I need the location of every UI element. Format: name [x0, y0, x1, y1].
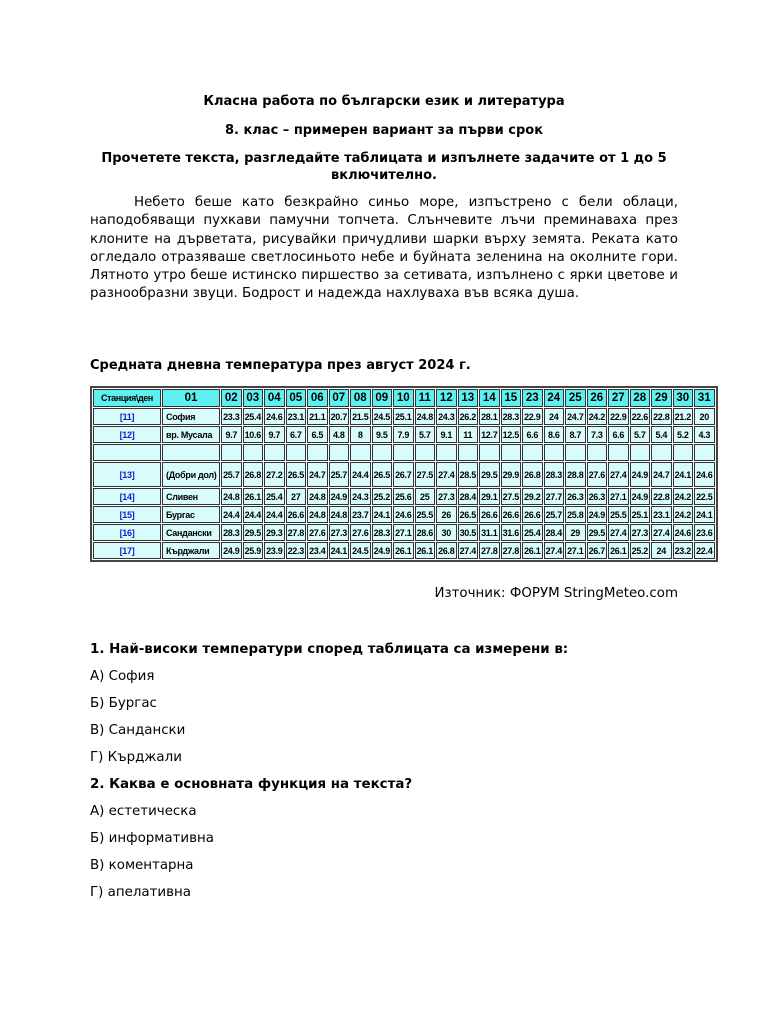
temperature-cell: 25.7 [544, 506, 565, 523]
empty-cell [673, 444, 694, 461]
temperature-cell: 6.5 [307, 426, 328, 443]
temperature-cell: 23.1 [286, 408, 307, 425]
day-header: 09 [372, 389, 393, 407]
temperature-cell: 27.6 [350, 524, 371, 541]
temperature-cell: 24.3 [350, 488, 371, 505]
answer-option[interactable]: Г) Кърджали [90, 750, 182, 765]
temperature-cell: 4.8 [329, 426, 350, 443]
temperature-cell: 25.4 [243, 408, 264, 425]
temperature-cell: 29.5 [243, 524, 264, 541]
temperature-cell: 24.8 [329, 506, 350, 523]
temperature-cell: 26.6 [522, 506, 543, 523]
temperature-cell: 22.5 [694, 488, 715, 505]
empty-cell [565, 444, 586, 461]
temperature-cell: 27.4 [608, 524, 629, 541]
temperature-cell: 26.6 [286, 506, 307, 523]
temperature-cell: 27.7 [544, 488, 565, 505]
temperature-cell: 25.1 [630, 506, 651, 523]
empty-cell [501, 444, 522, 461]
question-number: 1. [90, 642, 105, 657]
temperature-cell: 27.2 [264, 462, 285, 487]
temperature-cell: 20 [694, 408, 715, 425]
question-text [90, 642, 568, 657]
empty-cell [587, 444, 608, 461]
temperature-cell: 26.8 [243, 462, 264, 487]
empty-cell [458, 444, 479, 461]
day-header: 31 [694, 389, 715, 407]
day-header: 25 [565, 389, 586, 407]
temperature-cell: 8 [350, 426, 371, 443]
temperature-cell: 12.5 [501, 426, 522, 443]
empty-cell [162, 444, 220, 461]
answer-option[interactable]: В) Сандански [90, 723, 186, 738]
temperature-cell: 26.3 [587, 488, 608, 505]
temperature-cell: 26.5 [372, 462, 393, 487]
temperature-cell: 27.3 [329, 524, 350, 541]
temperature-cell: 26.6 [501, 506, 522, 523]
temperature-cell: 26 [436, 506, 457, 523]
worksheet-title: Класна работа по български език и литература [203, 94, 565, 109]
temperature-cell: 24 [651, 542, 672, 559]
empty-cell [286, 444, 307, 461]
day-header: 03 [243, 389, 264, 407]
day-header: 23 [522, 389, 543, 407]
temperature-cell: 21.2 [673, 408, 694, 425]
day-header: 04 [264, 389, 285, 407]
temperature-cell: 22.6 [630, 408, 651, 425]
temperature-cell: 27.1 [393, 524, 414, 541]
temperature-cell: 9.1 [436, 426, 457, 443]
temperature-cell: 5.4 [651, 426, 672, 443]
temperature-cell: 28.3 [372, 524, 393, 541]
temperature-cell: 26.5 [286, 462, 307, 487]
temperature-cell: 26.3 [565, 488, 586, 505]
empty-cell [630, 444, 651, 461]
temperature-cell: 25.9 [243, 542, 264, 559]
temperature-cell: 24.6 [264, 408, 285, 425]
day-header: 08 [350, 389, 371, 407]
table-header-row [93, 389, 715, 407]
temperature-cell: 11 [458, 426, 479, 443]
temperature-cell: 25.7 [221, 462, 242, 487]
temperature-cell: 8.7 [565, 426, 586, 443]
temperature-cell: 25.4 [264, 488, 285, 505]
temperature-cell: 24.2 [673, 506, 694, 523]
table-blank-row [93, 444, 715, 461]
day-header: 13 [458, 389, 479, 407]
temperature-cell: 25.4 [522, 524, 543, 541]
temperature-cell: 24.2 [587, 408, 608, 425]
day-header: 28 [630, 389, 651, 407]
day-header: 15 [501, 389, 522, 407]
day-header: 10 [393, 389, 414, 407]
temperature-cell: 27.6 [587, 462, 608, 487]
temperature-cell: 27.5 [415, 462, 436, 487]
answer-option[interactable]: Г) апелативна [90, 885, 191, 900]
day-header: 26 [587, 389, 608, 407]
temperature-cell: 25.1 [393, 408, 414, 425]
worksheet-instruction: Прочетете текста, разгледайте таблицата и изпълнете задачите от 1 до 5 включително. [101, 151, 667, 183]
temperature-cell: 24.1 [673, 462, 694, 487]
temperature-cell: 27.4 [544, 542, 565, 559]
empty-cell [307, 444, 328, 461]
temperature-cell: 23.9 [264, 542, 285, 559]
temperature-cell: 24.9 [329, 488, 350, 505]
temperature-cell: 25 [415, 488, 436, 505]
temperature-cell: 20.7 [329, 408, 350, 425]
temperature-cell: 24.7 [651, 462, 672, 487]
temperature-cell: 27.1 [565, 542, 586, 559]
temperature-cell: 27.4 [436, 462, 457, 487]
temperature-cell: 24.9 [630, 462, 651, 487]
temperature-cell: 26.7 [587, 542, 608, 559]
empty-cell [93, 444, 161, 461]
day-header: 11 [415, 389, 436, 407]
temperature-cell: 12.7 [479, 426, 500, 443]
temperature-cell: 26.1 [393, 542, 414, 559]
station-name: Кърджали [162, 542, 220, 559]
day-header: 12 [436, 389, 457, 407]
temperature-cell: 9.7 [221, 426, 242, 443]
day-header: 29 [651, 389, 672, 407]
station-name: (Добри дол) [162, 462, 220, 487]
temperature-cell: 24.3 [436, 408, 457, 425]
temperature-cell: 5.2 [673, 426, 694, 443]
temperature-cell: 24.2 [673, 488, 694, 505]
temperature-cell: 24.7 [565, 408, 586, 425]
temperature-cell: 26.2 [458, 408, 479, 425]
station-day-header: Станция\ден [93, 389, 161, 407]
answer-option[interactable]: А) София [90, 669, 155, 684]
temperature-cell: 24.1 [372, 506, 393, 523]
temperature-cell: 27.3 [630, 524, 651, 541]
temperature-cell: 24.4 [221, 506, 242, 523]
temperature-cell: 27.3 [436, 488, 457, 505]
temperature-cell: 31.1 [479, 524, 500, 541]
empty-cell [651, 444, 672, 461]
temperature-cell: 26.7 [393, 462, 414, 487]
answer-option[interactable]: В) коментарна [90, 858, 194, 873]
temperature-cell: 27.8 [479, 542, 500, 559]
station-id-link[interactable]: [13] [93, 462, 161, 487]
temperature-cell: 28.4 [458, 488, 479, 505]
temperature-cell: 27.4 [608, 462, 629, 487]
empty-cell [243, 444, 264, 461]
temperature-cell: 24.5 [372, 408, 393, 425]
temperature-cell: 29 [565, 524, 586, 541]
temperature-cell: 23.4 [307, 542, 328, 559]
station-name: Сливен [162, 488, 220, 505]
temperature-cell: 6.6 [522, 426, 543, 443]
station-id-link[interactable]: [12] [93, 426, 161, 443]
temperature-cell: 27.4 [458, 542, 479, 559]
station-name: вр. Мусала [162, 426, 220, 443]
temperature-cell: 24.8 [307, 488, 328, 505]
table-row [93, 408, 715, 425]
temperature-cell: 29.9 [501, 462, 522, 487]
temperature-cell: 24.9 [630, 488, 651, 505]
temperature-cell: 30.5 [458, 524, 479, 541]
temperature-cell: 26.8 [436, 542, 457, 559]
reading-passage: Небето беше като безкрайно синьо море, изпъстрено с бели облаци, наподобяващи пухкави памучни топчета. Слънчевите лъчи преминаваха през клоните на дърветата, рисувайки причудливи шарки върху земята. Реката като огледало отразяваше светлосиньото небе и буйната зеленина на околните гори. Лятното утро беше истинско пиршество за сетивата, изпълнено с ярки цветове и разнообразни звуци. Бодрост и надежда нахлуваха във всяка душа. [90, 195, 678, 302]
temperature-cell: 23.3 [221, 408, 242, 425]
temperature-cell: 24.6 [673, 524, 694, 541]
empty-cell [479, 444, 500, 461]
temperature-cell: 24.1 [694, 506, 715, 523]
temperature-cell: 28.3 [501, 408, 522, 425]
empty-cell [608, 444, 629, 461]
temperature-cell: 23.2 [673, 542, 694, 559]
temperature-cell: 21.1 [307, 408, 328, 425]
temperature-cell: 29.5 [587, 524, 608, 541]
temperature-cell: 24.9 [587, 506, 608, 523]
day-header: 06 [307, 389, 328, 407]
station-name: София [162, 408, 220, 425]
empty-cell [221, 444, 242, 461]
temperature-cell: 26.5 [458, 506, 479, 523]
temperature-cell: 9.5 [372, 426, 393, 443]
temperature-cell: 27.8 [286, 524, 307, 541]
empty-cell [350, 444, 371, 461]
temperature-cell: 24 [544, 408, 565, 425]
temperature-cell: 29.5 [479, 462, 500, 487]
empty-cell [522, 444, 543, 461]
table-source: Източник: ФОРУМ StringMeteo.com [434, 586, 678, 601]
question-body: Най-високи температури според таблицата са измерени в: [109, 642, 569, 657]
temperature-cell: 23.7 [350, 506, 371, 523]
temperature-cell: 28.3 [221, 524, 242, 541]
temperature-cell: 27.4 [651, 524, 672, 541]
temperature-cell: 7.9 [393, 426, 414, 443]
temperature-table [90, 386, 718, 562]
temperature-cell: 31.6 [501, 524, 522, 541]
temperature-cell: 27.1 [608, 488, 629, 505]
empty-cell [694, 444, 715, 461]
temperature-cell: 25.6 [393, 488, 414, 505]
question-number: 2. [90, 777, 105, 792]
temperature-cell: 24.4 [264, 506, 285, 523]
temperature-cell: 25.2 [630, 542, 651, 559]
temperature-cell: 24.4 [350, 462, 371, 487]
day-header: 14 [479, 389, 500, 407]
temperature-cell: 28.8 [565, 462, 586, 487]
temperature-cell: 9.7 [264, 426, 285, 443]
table-row [93, 488, 715, 505]
temperature-cell: 24.1 [329, 542, 350, 559]
empty-cell [415, 444, 436, 461]
temperature-cell: 24.9 [372, 542, 393, 559]
temperature-cell: 26.8 [522, 462, 543, 487]
temperature-cell: 24.9 [221, 542, 242, 559]
day-header: 27 [608, 389, 629, 407]
temperature-cell: 24.8 [415, 408, 436, 425]
temperature-cell: 7.3 [587, 426, 608, 443]
temperature-cell: 26.1 [415, 542, 436, 559]
empty-cell [544, 444, 565, 461]
empty-cell [329, 444, 350, 461]
temperature-cell: 22.9 [608, 408, 629, 425]
day-header: 05 [286, 389, 307, 407]
temperature-cell: 8.6 [544, 426, 565, 443]
table-row [93, 506, 715, 523]
temperature-cell: 22.4 [694, 542, 715, 559]
temperature-table-wrapper [90, 386, 717, 562]
station-name: Бургас [162, 506, 220, 523]
temperature-cell: 24.6 [393, 506, 414, 523]
temperature-cell: 4.3 [694, 426, 715, 443]
day-header: 24 [544, 389, 565, 407]
temperature-cell: 25.7 [329, 462, 350, 487]
temperature-cell: 29.3 [264, 524, 285, 541]
question-body: Каква е основната функция на текста? [109, 777, 413, 792]
temperature-cell: 24.7 [307, 462, 328, 487]
temperature-cell: 22.8 [651, 488, 672, 505]
day-header: 07 [329, 389, 350, 407]
temperature-cell: 24.8 [221, 488, 242, 505]
temperature-cell: 28.6 [415, 524, 436, 541]
temperature-cell: 23.1 [651, 506, 672, 523]
table-row [93, 462, 715, 487]
answer-option[interactable]: Б) информативна [90, 831, 214, 846]
temperature-cell: 25.2 [372, 488, 393, 505]
temperature-cell: 26.6 [479, 506, 500, 523]
empty-cell [393, 444, 414, 461]
answer-option[interactable]: Б) Бургас [90, 696, 157, 711]
temperature-cell: 29.1 [479, 488, 500, 505]
temperature-cell: 30 [436, 524, 457, 541]
temperature-cell: 22.9 [522, 408, 543, 425]
temperature-cell: 22.3 [286, 542, 307, 559]
temperature-cell: 26.1 [608, 542, 629, 559]
table-row [93, 542, 715, 559]
temperature-cell: 24.5 [350, 542, 371, 559]
temperature-cell: 26.1 [522, 542, 543, 559]
temperature-cell: 28.3 [544, 462, 565, 487]
station-id-link[interactable]: [11] [93, 408, 161, 425]
temperature-cell: 28.5 [458, 462, 479, 487]
temperature-cell: 27.8 [501, 542, 522, 559]
temperature-cell: 27.6 [307, 524, 328, 541]
temperature-cell: 22.8 [651, 408, 672, 425]
temperature-cell: 28.1 [479, 408, 500, 425]
temperature-cell: 25.5 [608, 506, 629, 523]
temperature-cell: 24.6 [694, 462, 715, 487]
station-id-link[interactable]: [14] [93, 488, 161, 505]
empty-cell [372, 444, 393, 461]
temperature-cell: 6.7 [286, 426, 307, 443]
day-header: 02 [221, 389, 242, 407]
station-id-link[interactable]: [17] [93, 542, 161, 559]
empty-cell [436, 444, 457, 461]
station-id-link[interactable]: [15] [93, 506, 161, 523]
answer-option[interactable]: А) естетическа [90, 804, 197, 819]
table-row [93, 524, 715, 541]
temperature-cell: 21.5 [350, 408, 371, 425]
table-row [93, 426, 715, 443]
empty-cell [264, 444, 285, 461]
temperature-cell: 25.5 [415, 506, 436, 523]
day-header: 30 [673, 389, 694, 407]
temperature-cell: 10.6 [243, 426, 264, 443]
temperature-cell: 24.8 [307, 506, 328, 523]
temperature-cell: 5.7 [630, 426, 651, 443]
temperature-cell: 27.5 [501, 488, 522, 505]
temperature-cell: 27 [286, 488, 307, 505]
table-caption: Средната дневна температура през август 2024 г. [90, 358, 471, 373]
temperature-cell: 5.7 [415, 426, 436, 443]
temperature-cell: 23.6 [694, 524, 715, 541]
temperature-cell: 6.6 [608, 426, 629, 443]
temperature-cell: 28.4 [544, 524, 565, 541]
worksheet-subtitle: 8. клас – примерен вариант за първи срок [224, 123, 544, 138]
temperature-cell: 24.4 [243, 506, 264, 523]
station-id-link[interactable]: [16] [93, 524, 161, 541]
temperature-cell: 26.1 [243, 488, 264, 505]
station-name: Сандански [162, 524, 220, 541]
question-text [90, 777, 412, 792]
temperature-cell: 25.8 [565, 506, 586, 523]
day-header: 01 [162, 389, 220, 407]
temperature-cell: 29.2 [522, 488, 543, 505]
